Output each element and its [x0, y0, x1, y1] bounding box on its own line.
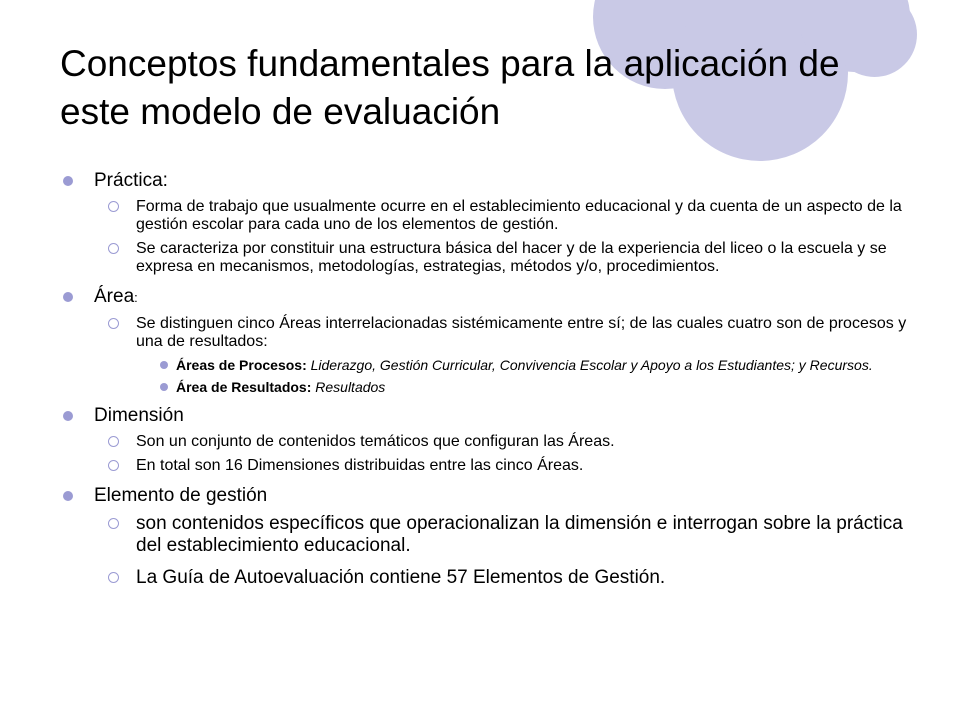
- term-colon: :: [162, 170, 168, 191]
- bullet-text: En total son 16 Dimensiones distribuidas entre las cinco Áreas.: [136, 457, 584, 474]
- bullet-text: Son un conjunto de contenidos temáticos que configuran las Áreas.: [136, 433, 615, 450]
- bullet-practica: [60, 170, 920, 192]
- bullet-text: Se distinguen cinco Áreas interrelacionadas sistémicamente entre sí; de las cuales cuatro son de procesos y una de resultados:: [136, 315, 907, 350]
- ring-bullet-icon: [108, 318, 119, 329]
- slide-content: [60, 170, 920, 595]
- bullet-text: Forma de trabajo que usualmente ocurre en el establecimiento educacional y da cuenta de un aspecto de la gestión escolar para cada uno de los elementos de gestión.: [136, 198, 902, 233]
- ring-bullet-icon: [108, 572, 119, 583]
- subitem-label: Áreas de Procesos:: [176, 357, 307, 373]
- ring-bullet-icon: [108, 518, 119, 529]
- term-practica: Práctica: [94, 170, 163, 191]
- term-area: Área: [94, 286, 135, 307]
- bullet-dimension: [60, 405, 920, 427]
- ring-bullet-icon: [108, 201, 119, 212]
- ring-bullet-icon: [108, 243, 119, 254]
- sub-bullet: [60, 315, 920, 351]
- bullet-dot-icon: [63, 176, 73, 186]
- subitem-text: Resultados: [315, 379, 386, 395]
- subitem-label: Área de Resultados:: [176, 379, 312, 395]
- bullet-dot-icon: [63, 411, 73, 421]
- bullet-text: Se caracteriza por constituir una estructura básica del hacer y de la experiencia del liceo o la escuela y se expresa en mecanismos, metodologías, estrategias, métodos y/o, procedimientos.: [136, 240, 887, 275]
- sub-sub-bullet: [60, 357, 920, 373]
- sub-bullet: [60, 433, 920, 451]
- bullet-text: son contenidos específicos que operacionalizan la dimensión e interrogan sobre la práctica del establecimiento educacional.: [136, 513, 903, 556]
- term-dimension: Dimensión: [94, 405, 184, 426]
- sub-bullet: [60, 567, 920, 589]
- sub-bullet: [60, 513, 920, 557]
- slide-title: Conceptos fundamentales para la aplicación de este modelo de evaluación: [60, 43, 840, 132]
- term-elemento-gestion: Elemento de gestión: [94, 485, 268, 506]
- sub-sub-bullet: [60, 379, 920, 395]
- sub-bullet: [60, 198, 920, 234]
- bullet-dot-icon: [63, 491, 73, 501]
- subitem-text: Liderazgo, Gestión Curricular, Convivencia Escolar y Apoyo a los Estudiantes; y Recursos.: [310, 357, 873, 373]
- term-colon: :: [134, 290, 138, 305]
- bullet-text: La Guía de Autoevaluación contiene 57 Elementos de Gestión.: [136, 567, 666, 588]
- bullet-area: [60, 286, 920, 309]
- sub-bullet: [60, 457, 920, 475]
- ring-bullet-icon: [108, 436, 119, 447]
- ring-bullet-icon: [108, 460, 119, 471]
- bullet-elemento-gestion: [60, 485, 920, 507]
- bullet-dot-icon: [160, 383, 168, 391]
- sub-bullet: [60, 240, 920, 276]
- bullet-dot-icon: [160, 361, 168, 369]
- bullet-dot-icon: [63, 292, 73, 302]
